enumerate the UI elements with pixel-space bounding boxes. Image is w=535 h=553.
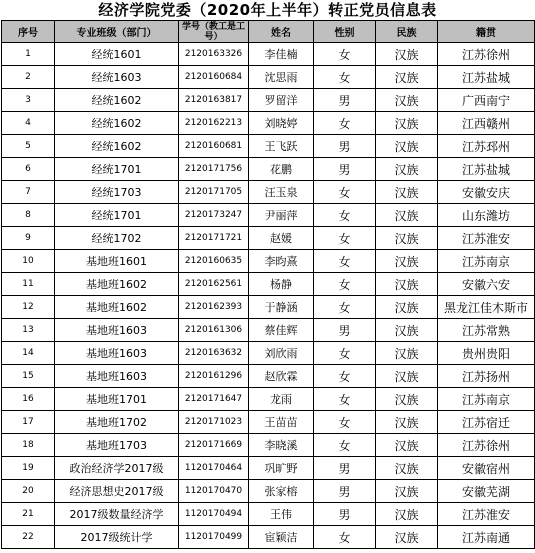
cell-gender: 女 [314, 66, 376, 89]
cell-name: 沈思雨 [249, 66, 314, 89]
table-row [2, 457, 535, 480]
column-header-gender: 性别 [314, 21, 376, 43]
table-row [2, 319, 535, 342]
cell-index: 5 [2, 135, 55, 158]
cell-student-id: 2120171721 [179, 227, 249, 250]
cell-origin: 安徽宿州 [438, 457, 535, 480]
cell-major: 2017级数量经济学 [55, 503, 179, 526]
table-row [2, 526, 535, 549]
cell-name: 于静涵 [249, 296, 314, 319]
table-row [2, 250, 535, 273]
cell-major: 经统1602 [55, 135, 179, 158]
table-row [2, 135, 535, 158]
cell-gender: 女 [314, 43, 376, 66]
cell-index: 15 [2, 365, 55, 388]
cell-origin: 江苏淮安 [438, 227, 535, 250]
cell-index: 1 [2, 43, 55, 66]
cell-name: 赵欣霖 [249, 365, 314, 388]
cell-gender: 女 [314, 296, 376, 319]
cell-student-id: 2120161306 [179, 319, 249, 342]
cell-major: 基地班1701 [55, 388, 179, 411]
cell-name: 王苗苗 [249, 411, 314, 434]
column-header-origin: 籍贯 [438, 21, 535, 43]
cell-name: 杨静 [249, 273, 314, 296]
cell-gender: 女 [314, 227, 376, 250]
cell-index: 14 [2, 342, 55, 365]
cell-name: 汪玉泉 [249, 181, 314, 204]
cell-major: 经统1701 [55, 158, 179, 181]
cell-ethnicity: 汉族 [376, 43, 438, 66]
cell-origin: 黑龙江佳木斯市 [438, 296, 535, 319]
cell-major: 基地班1603 [55, 319, 179, 342]
column-header-student-id: 学号（教工是工号） [179, 21, 249, 43]
cell-major: 基地班1703 [55, 434, 179, 457]
page-title: 经济学院党委（2020年上半年）转正党员信息表 [98, 1, 437, 19]
cell-index: 21 [2, 503, 55, 526]
cell-student-id: 2120160635 [179, 250, 249, 273]
cell-origin: 山东潍坊 [438, 204, 535, 227]
cell-ethnicity: 汉族 [376, 89, 438, 112]
cell-major: 经济思想史2017级 [55, 480, 179, 503]
table-row [2, 434, 535, 457]
table-row [2, 112, 535, 135]
cell-gender: 男 [314, 158, 376, 181]
cell-major: 经统1703 [55, 181, 179, 204]
table-row [2, 158, 535, 181]
cell-name: 李晓溪 [249, 434, 314, 457]
table-row [2, 411, 535, 434]
cell-ethnicity: 汉族 [376, 250, 438, 273]
cell-gender: 女 [314, 181, 376, 204]
cell-ethnicity: 汉族 [376, 388, 438, 411]
cell-gender: 女 [314, 411, 376, 434]
cell-ethnicity: 汉族 [376, 181, 438, 204]
cell-name: 王伟 [249, 503, 314, 526]
cell-origin: 江苏盐城 [438, 66, 535, 89]
cell-ethnicity: 汉族 [376, 503, 438, 526]
cell-gender: 女 [314, 526, 376, 549]
cell-major: 经统1702 [55, 227, 179, 250]
cell-gender: 女 [314, 434, 376, 457]
table-row [2, 296, 535, 319]
table-row [2, 273, 535, 296]
cell-name: 赵媛 [249, 227, 314, 250]
cell-student-id: 2120171705 [179, 181, 249, 204]
cell-index: 13 [2, 319, 55, 342]
table-body [2, 43, 535, 549]
cell-origin: 江苏扬州 [438, 365, 535, 388]
cell-ethnicity: 汉族 [376, 342, 438, 365]
cell-gender: 女 [314, 250, 376, 273]
cell-name: 宦颖洁 [249, 526, 314, 549]
cell-ethnicity: 汉族 [376, 411, 438, 434]
column-header-name: 姓名 [249, 21, 314, 43]
cell-origin: 江苏南京 [438, 388, 535, 411]
cell-gender: 女 [314, 112, 376, 135]
column-header-index: 序号 [2, 21, 55, 43]
cell-index: 2 [2, 66, 55, 89]
table-row [2, 227, 535, 250]
table-header-row [2, 21, 535, 43]
cell-student-id: 2120171756 [179, 158, 249, 181]
cell-origin: 安徽六安 [438, 273, 535, 296]
cell-name: 龙雨 [249, 388, 314, 411]
cell-index: 6 [2, 158, 55, 181]
cell-major: 基地班1601 [55, 250, 179, 273]
cell-name: 李佳楠 [249, 43, 314, 66]
cell-ethnicity: 汉族 [376, 273, 438, 296]
cell-name: 尹丽萍 [249, 204, 314, 227]
cell-major: 经统1601 [55, 43, 179, 66]
cell-major: 2017级统计学 [55, 526, 179, 549]
cell-index: 7 [2, 181, 55, 204]
table-row [2, 342, 535, 365]
cell-gender: 女 [314, 365, 376, 388]
cell-ethnicity: 汉族 [376, 434, 438, 457]
cell-student-id: 2120163632 [179, 342, 249, 365]
table-row [2, 365, 535, 388]
cell-gender: 女 [314, 204, 376, 227]
cell-ethnicity: 汉族 [376, 112, 438, 135]
cell-index: 4 [2, 112, 55, 135]
cell-gender: 女 [314, 342, 376, 365]
cell-student-id: 2120163817 [179, 89, 249, 112]
cell-origin: 安徽芜湖 [438, 480, 535, 503]
cell-ethnicity: 汉族 [376, 480, 438, 503]
cell-index: 8 [2, 204, 55, 227]
cell-gender: 男 [314, 480, 376, 503]
cell-name: 花鹏 [249, 158, 314, 181]
cell-ethnicity: 汉族 [376, 319, 438, 342]
cell-index: 10 [2, 250, 55, 273]
cell-ethnicity: 汉族 [376, 204, 438, 227]
table-row [2, 181, 535, 204]
cell-index: 22 [2, 526, 55, 549]
cell-student-id: 1120170470 [179, 480, 249, 503]
column-header-major: 专业班级（部门） [55, 21, 179, 43]
party-member-table [1, 20, 535, 549]
cell-index: 9 [2, 227, 55, 250]
cell-gender: 男 [314, 135, 376, 158]
cell-ethnicity: 汉族 [376, 135, 438, 158]
cell-major: 基地班1702 [55, 411, 179, 434]
table-row [2, 66, 535, 89]
cell-index: 3 [2, 89, 55, 112]
cell-major: 基地班1602 [55, 273, 179, 296]
cell-origin: 贵州贵阳 [438, 342, 535, 365]
cell-index: 12 [2, 296, 55, 319]
column-header-ethnicity: 民族 [376, 21, 438, 43]
table-row [2, 480, 535, 503]
table-row [2, 43, 535, 66]
cell-student-id: 2120160684 [179, 66, 249, 89]
cell-origin: 广西南宁 [438, 89, 535, 112]
cell-index: 20 [2, 480, 55, 503]
cell-index: 18 [2, 434, 55, 457]
table-row [2, 503, 535, 526]
cell-origin: 江苏徐州 [438, 43, 535, 66]
cell-student-id: 1120170499 [179, 526, 249, 549]
cell-name: 巩旷野 [249, 457, 314, 480]
cell-origin: 江苏常熟 [438, 319, 535, 342]
cell-name: 刘晓婷 [249, 112, 314, 135]
cell-index: 19 [2, 457, 55, 480]
cell-major: 经统1701 [55, 204, 179, 227]
table-row [2, 89, 535, 112]
cell-student-id: 2120162213 [179, 112, 249, 135]
cell-major: 基地班1602 [55, 296, 179, 319]
cell-origin: 江西赣州 [438, 112, 535, 135]
cell-student-id: 2120173247 [179, 204, 249, 227]
cell-origin: 江苏邳州 [438, 135, 535, 158]
cell-name: 罗留洋 [249, 89, 314, 112]
cell-gender: 男 [314, 319, 376, 342]
cell-index: 11 [2, 273, 55, 296]
cell-name: 张家榕 [249, 480, 314, 503]
table-row [2, 388, 535, 411]
cell-student-id: 2120162561 [179, 273, 249, 296]
cell-origin: 江苏淮安 [438, 503, 535, 526]
cell-student-id: 1120170464 [179, 457, 249, 480]
cell-origin: 江苏宿迁 [438, 411, 535, 434]
cell-origin: 江苏南通 [438, 526, 535, 549]
cell-index: 16 [2, 388, 55, 411]
cell-major: 基地班1603 [55, 365, 179, 388]
cell-student-id: 2120163326 [179, 43, 249, 66]
cell-ethnicity: 汉族 [376, 526, 438, 549]
cell-gender: 女 [314, 388, 376, 411]
cell-gender: 男 [314, 503, 376, 526]
cell-ethnicity: 汉族 [376, 457, 438, 480]
cell-name: 王飞跃 [249, 135, 314, 158]
cell-student-id: 1120170494 [179, 503, 249, 526]
cell-name: 刘欣雨 [249, 342, 314, 365]
cell-major: 经统1602 [55, 112, 179, 135]
cell-gender: 女 [314, 273, 376, 296]
cell-major: 基地班1603 [55, 342, 179, 365]
cell-index: 17 [2, 411, 55, 434]
cell-origin: 江苏盐城 [438, 158, 535, 181]
cell-student-id: 2120171023 [179, 411, 249, 434]
cell-ethnicity: 汉族 [376, 158, 438, 181]
cell-major: 政治经济学2017级 [55, 457, 179, 480]
cell-student-id: 2120161296 [179, 365, 249, 388]
cell-ethnicity: 汉族 [376, 296, 438, 319]
cell-major: 经统1603 [55, 66, 179, 89]
cell-name: 李昀熹 [249, 250, 314, 273]
cell-gender: 男 [314, 457, 376, 480]
cell-student-id: 2120171669 [179, 434, 249, 457]
cell-origin: 江苏徐州 [438, 434, 535, 457]
cell-name: 蔡佳辉 [249, 319, 314, 342]
cell-student-id: 2120160681 [179, 135, 249, 158]
cell-origin: 江苏南京 [438, 250, 535, 273]
cell-origin: 安徽安庆 [438, 181, 535, 204]
cell-major: 经统1602 [55, 89, 179, 112]
cell-ethnicity: 汉族 [376, 227, 438, 250]
cell-student-id: 2120171647 [179, 388, 249, 411]
cell-ethnicity: 汉族 [376, 365, 438, 388]
cell-student-id: 2120162393 [179, 296, 249, 319]
cell-ethnicity: 汉族 [376, 66, 438, 89]
table-row [2, 204, 535, 227]
cell-gender: 男 [314, 89, 376, 112]
